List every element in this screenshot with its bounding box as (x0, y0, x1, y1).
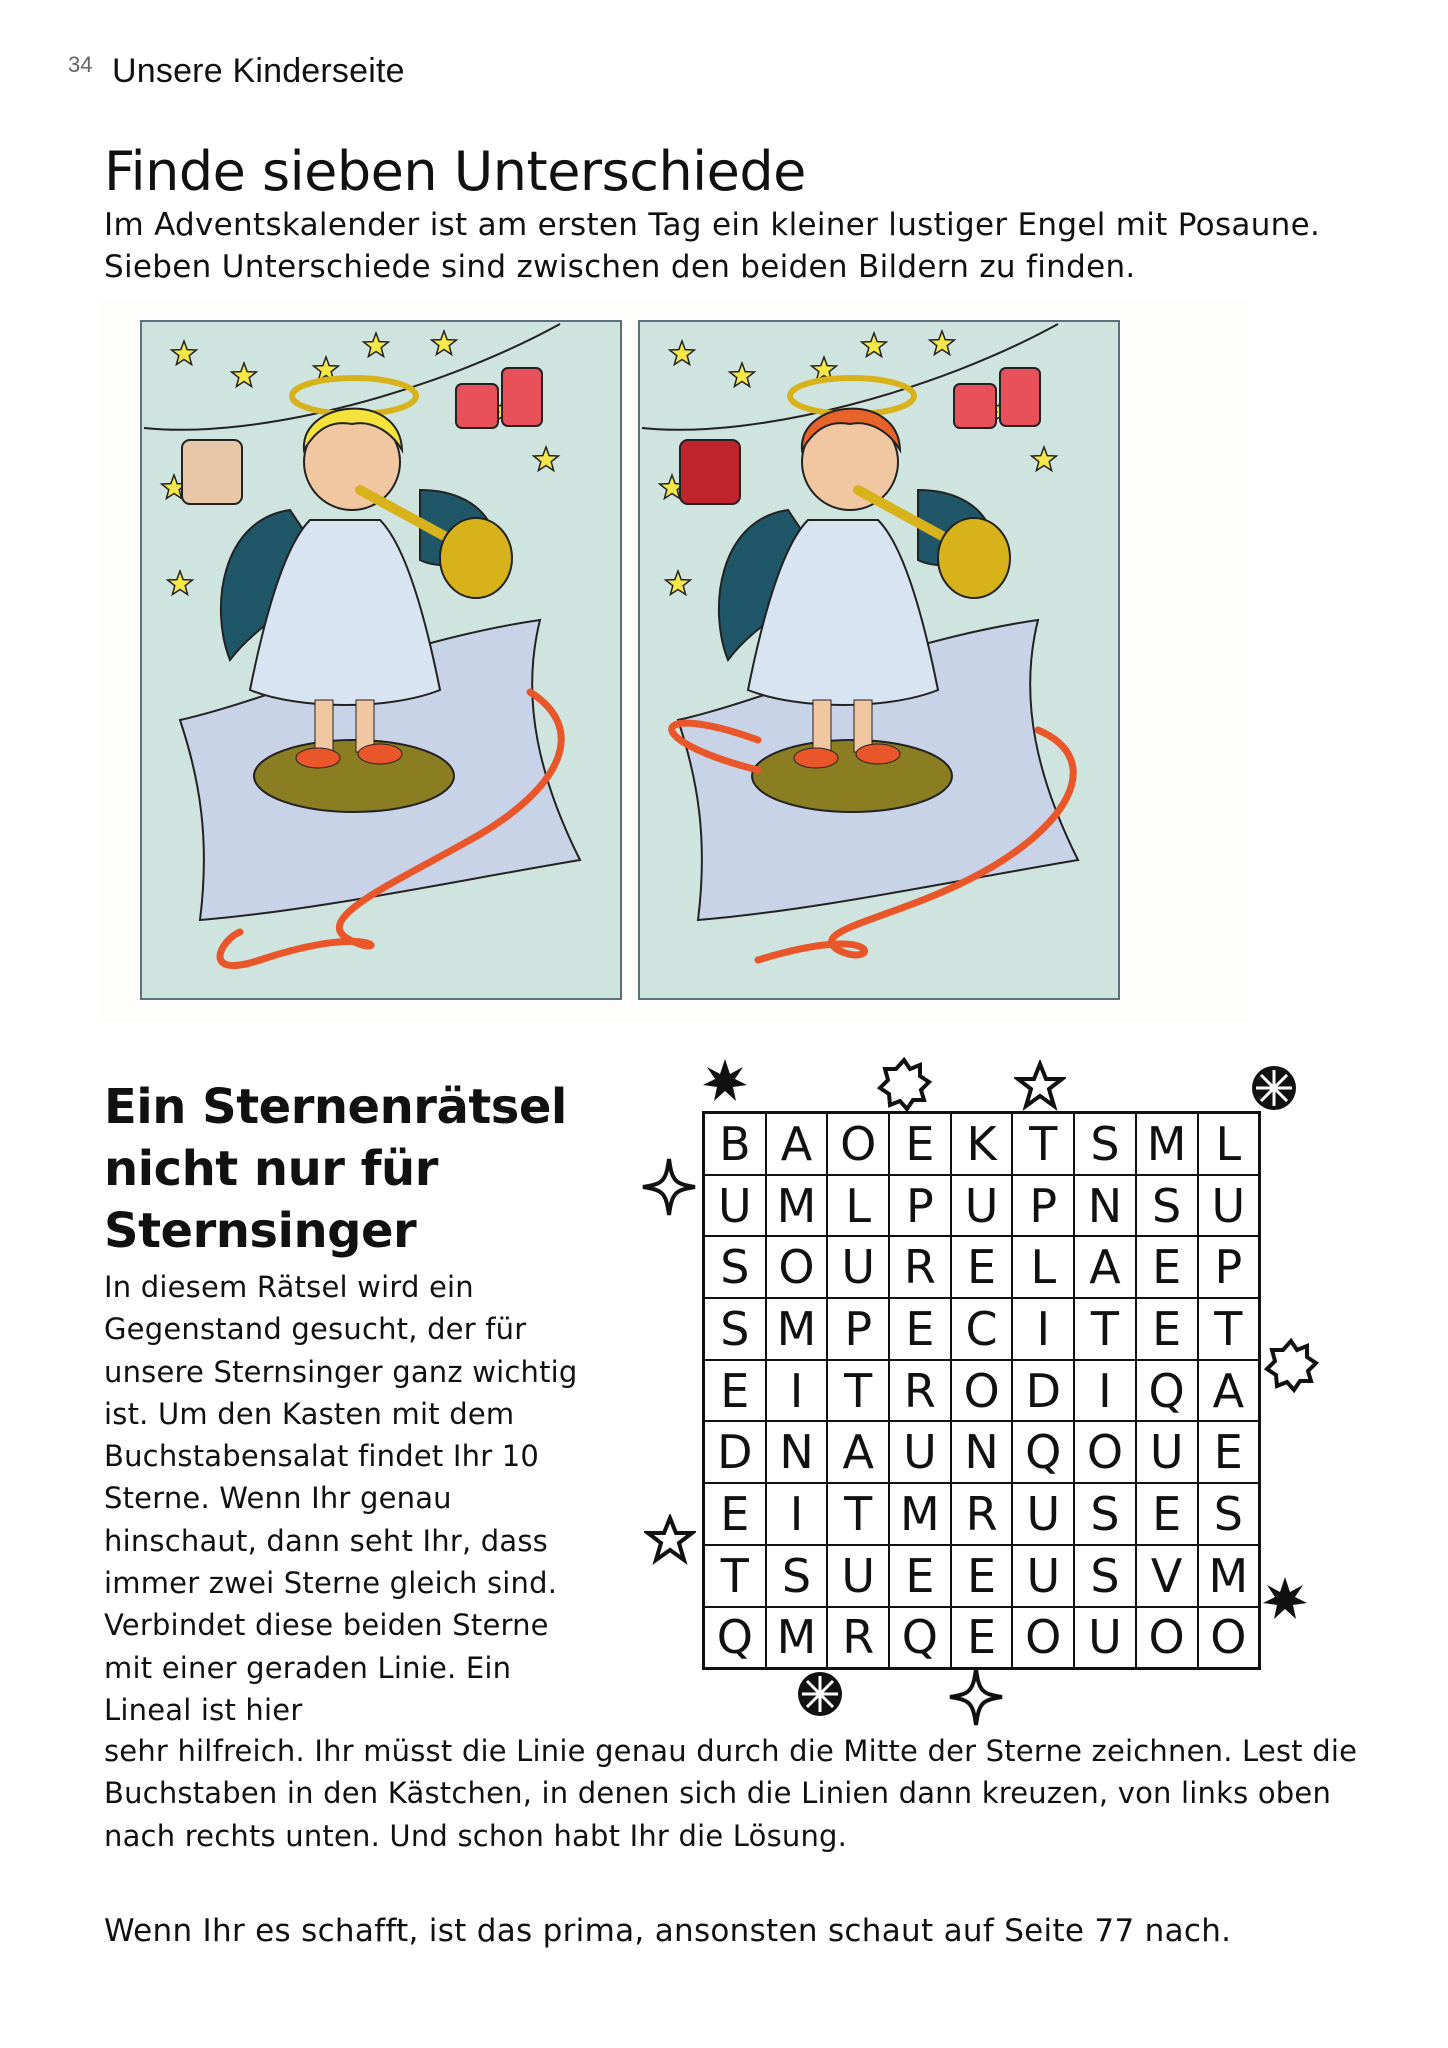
grid-cell[interactable]: U (704, 1175, 766, 1237)
star-puzzle (640, 1056, 1340, 1736)
grid-cell[interactable]: E (704, 1483, 766, 1545)
grid-cell[interactable]: P (1198, 1236, 1260, 1298)
grid-cell[interactable]: M (1136, 1113, 1198, 1175)
grid-cell[interactable]: I (766, 1483, 828, 1545)
grid-cell[interactable]: T (827, 1483, 889, 1545)
snowflake-star-icon[interactable] (1246, 1060, 1302, 1116)
grid-cell[interactable]: E (889, 1298, 951, 1360)
grid-cell[interactable]: A (1074, 1236, 1136, 1298)
grid-cell[interactable]: R (889, 1360, 951, 1422)
grid-cell[interactable]: A (766, 1113, 828, 1175)
grid-cell[interactable]: E (1136, 1298, 1198, 1360)
grid-cell[interactable]: T (1074, 1298, 1136, 1360)
differences-intro: Im Adventskalender ist am ersten Tag ein kleiner lustiger Engel mit Posaune. Sieben Unterschiede sind zwischen den beiden Bildern zu finden. (104, 207, 1321, 285)
outline-star-icon[interactable] (1014, 1060, 1066, 1112)
grid-cell[interactable]: R (951, 1483, 1013, 1545)
grid-cell[interactable]: U (827, 1545, 889, 1607)
angel-picture-left[interactable] (140, 320, 622, 1000)
differences-title: Finde sieben Unterschiede (104, 140, 806, 203)
spot-the-difference-pictures (100, 300, 1248, 1022)
grid-cell[interactable]: S (1074, 1483, 1136, 1545)
grid-cell[interactable]: M (766, 1607, 828, 1669)
grid-cell[interactable]: E (889, 1545, 951, 1607)
grid-cell[interactable]: L (827, 1175, 889, 1237)
grid-cell[interactable]: R (827, 1607, 889, 1669)
grid-cell[interactable]: N (951, 1421, 1013, 1483)
grid-cell[interactable]: S (1074, 1113, 1136, 1175)
outline-star-icon[interactable] (644, 1514, 696, 1566)
solution-hint: Wenn Ihr es schafft, ist das prima, ansonsten schaut auf Seite 77 nach. (104, 1913, 1232, 1949)
grid-cell[interactable]: U (1012, 1545, 1074, 1607)
grid-cell[interactable]: V (1136, 1545, 1198, 1607)
grid-cell[interactable]: S (766, 1545, 828, 1607)
grid-cell[interactable]: R (889, 1236, 951, 1298)
grid-cell[interactable]: O (1136, 1607, 1198, 1669)
grid-cell[interactable]: E (1198, 1421, 1260, 1483)
grid-cell[interactable]: S (1074, 1545, 1136, 1607)
grid-cell[interactable]: M (1198, 1545, 1260, 1607)
grid-cell[interactable]: I (1012, 1298, 1074, 1360)
grid-cell[interactable]: E (1136, 1236, 1198, 1298)
grid-cell[interactable]: O (1198, 1607, 1260, 1669)
grid-cell[interactable]: U (1012, 1483, 1074, 1545)
grid-cell[interactable]: I (766, 1360, 828, 1422)
grid-cell[interactable]: Q (889, 1607, 951, 1669)
grid-cell[interactable]: S (704, 1236, 766, 1298)
section-header: Unsere Kinderseite (112, 52, 405, 90)
grid-cell[interactable]: O (827, 1113, 889, 1175)
grid-cell[interactable]: T (1198, 1298, 1260, 1360)
grid-cell[interactable]: U (1074, 1607, 1136, 1669)
grid-cell[interactable]: A (827, 1421, 889, 1483)
four-point-star-icon[interactable] (946, 1666, 1006, 1728)
burst-star-icon[interactable] (1260, 1574, 1310, 1624)
grid-cell[interactable]: O (1074, 1421, 1136, 1483)
grid-cell[interactable]: D (1012, 1360, 1074, 1422)
grid-cell[interactable]: S (704, 1298, 766, 1360)
grid-cell[interactable]: U (1136, 1421, 1198, 1483)
grid-cell[interactable]: S (1136, 1175, 1198, 1237)
grid-cell[interactable]: A (1198, 1360, 1260, 1422)
puzzle-title: Ein Sternenrätsel nicht nur für Sternsinger (104, 1079, 567, 1259)
page-number: 34 (68, 52, 93, 77)
grid-cell[interactable]: O (1012, 1607, 1074, 1669)
grid-cell[interactable]: B (704, 1113, 766, 1175)
letter-grid (702, 1111, 1261, 1670)
grid-cell[interactable]: C (951, 1298, 1013, 1360)
grid-cell[interactable]: P (827, 1298, 889, 1360)
snowflake-star-icon[interactable] (792, 1666, 848, 1722)
puzzle-instructions-continued: sehr hilfreich. Ihr müsst die Linie genau durch die Mitte der Sterne zeichnen. Lest die Buchstaben in den Kästchen, in denen sich die Linien dann kreuzen, von links oben nach rechts unten. Und schon habt Ihr die Lösung. (104, 1734, 1358, 1853)
grid-cell[interactable]: E (704, 1360, 766, 1422)
grid-cell[interactable]: E (889, 1113, 951, 1175)
grid-cell[interactable]: K (951, 1113, 1013, 1175)
grid-cell[interactable]: U (951, 1175, 1013, 1237)
puzzle-instructions: In diesem Rätsel wird ein Gegenstand gesucht, der für unsere Sternsinger ganz wichtig ist. Um den Kasten mit dem Buchstabensalat findet Ihr 10 Sterne. Wenn Ihr genau hinschaut, dann seht Ihr, dass immer zwei Sterne gleich sind. Verbindet diese beiden Sterne mit einer geraden Linie. Ein Lineal ist hier (104, 1270, 578, 1727)
grid-cell[interactable]: M (766, 1298, 828, 1360)
grid-cell[interactable]: D (704, 1421, 766, 1483)
grid-cell[interactable]: L (1012, 1236, 1074, 1298)
grid-cell[interactable]: O (766, 1236, 828, 1298)
grid-cell[interactable]: P (1012, 1175, 1074, 1237)
grid-cell[interactable]: E (951, 1607, 1013, 1669)
grid-cell[interactable]: I (1074, 1360, 1136, 1422)
grid-cell[interactable]: E (951, 1545, 1013, 1607)
grid-cell[interactable]: M (766, 1175, 828, 1237)
grid-cell[interactable]: S (1198, 1483, 1260, 1545)
angel-picture-right[interactable] (638, 320, 1120, 1000)
grid-cell[interactable]: M (889, 1483, 951, 1545)
grid-cell[interactable]: N (766, 1421, 828, 1483)
grid-cell[interactable]: E (951, 1236, 1013, 1298)
four-point-star-icon[interactable] (640, 1156, 698, 1218)
grid-cell[interactable]: N (1074, 1175, 1136, 1237)
grid-cell[interactable]: O (951, 1360, 1013, 1422)
grid-cell[interactable]: Q (1012, 1421, 1074, 1483)
grid-cell[interactable]: T (827, 1360, 889, 1422)
grid-cell[interactable]: L (1198, 1113, 1260, 1175)
grid-cell[interactable]: U (827, 1236, 889, 1298)
cog-star-icon[interactable] (876, 1056, 932, 1112)
grid-cell[interactable]: P (889, 1175, 951, 1237)
grid-cell[interactable]: T (1012, 1113, 1074, 1175)
cog-star-icon[interactable] (1262, 1336, 1320, 1394)
grid-cell[interactable]: U (1198, 1175, 1260, 1237)
grid-cell[interactable]: Q (704, 1607, 766, 1669)
grid-cell[interactable]: Q (1136, 1360, 1198, 1422)
grid-cell[interactable]: E (1136, 1483, 1198, 1545)
grid-cell[interactable]: T (704, 1545, 766, 1607)
burst-star-icon[interactable] (700, 1056, 750, 1106)
grid-cell[interactable]: U (889, 1421, 951, 1483)
